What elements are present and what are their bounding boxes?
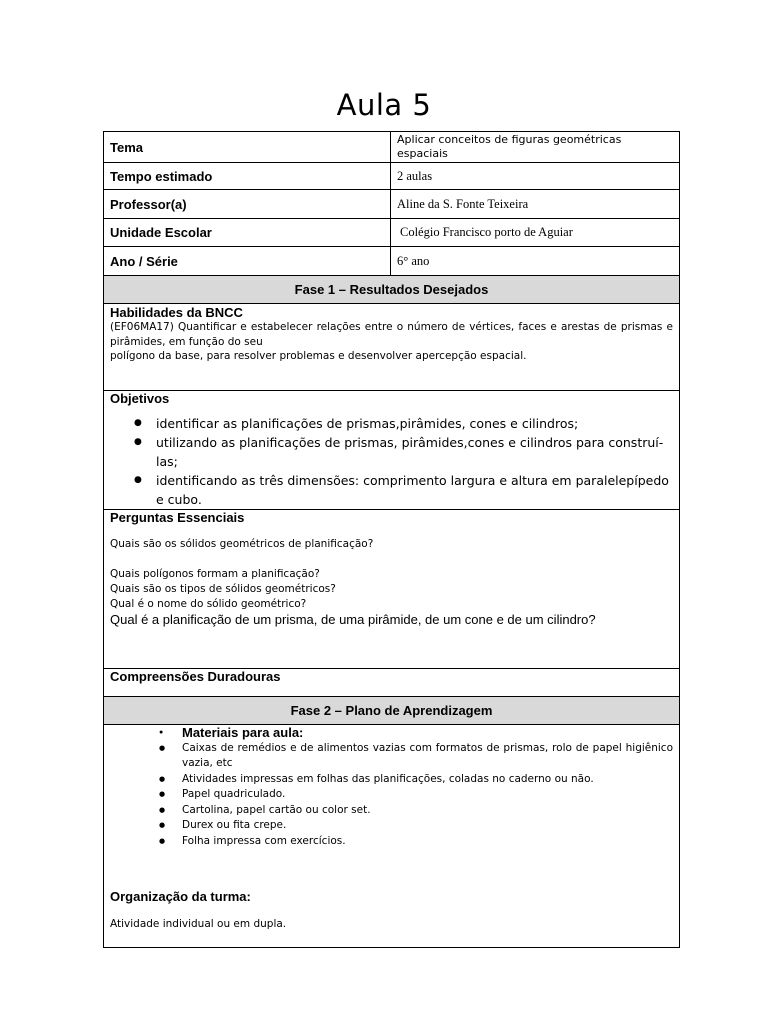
row-label: Tempo estimado xyxy=(104,163,391,190)
question: Qual é o nome do sólido geométrico? xyxy=(110,598,307,610)
materiais-heading: ● Materiais para aula: xyxy=(182,725,673,741)
list-item: ● utilizando as planificações de prismas, pirâmides,cones e cilindros para construí-las; xyxy=(156,433,673,471)
plano-section xyxy=(104,725,680,948)
perguntas-heading: Perguntas Essenciais xyxy=(110,510,245,525)
question: Quais são os tipos de sólidos geométricos? xyxy=(110,583,336,595)
row-value: Aplicar conceitos de figuras geométricas espaciais xyxy=(391,132,680,163)
list-item: ● Folha impressa com exercícios. xyxy=(182,834,673,850)
list-item: ● identificando as três dimensões: comprimento largura e altura em paralelepípedo e cubo. xyxy=(156,471,673,509)
list-item: ● Caixas de remédios e de alimentos vazias com formatos de prismas, rolo de papel higiênico vazia, etc xyxy=(182,741,673,772)
compreensoes-section xyxy=(104,669,680,697)
phase1-header: Fase 1 – Resultados Desejados xyxy=(104,276,680,304)
organizacao-heading: Organização da turma: xyxy=(110,889,251,904)
organizacao-text: Atividade individual ou em dupla. xyxy=(110,918,287,930)
phase1-header-row xyxy=(104,276,680,304)
row-value: 2 aulas xyxy=(391,163,680,190)
list-item: ● identificar as planificações de prismas,pirâmides, cones e cilindros; xyxy=(156,414,673,433)
lesson-plan-table xyxy=(103,131,680,948)
list-item: ● Papel quadriculado. xyxy=(182,787,673,803)
info-row-tema xyxy=(104,132,680,163)
list-item: ● Atividades impressas em folhas das planificações, coladas no caderno ou não. xyxy=(182,772,673,788)
info-row-tempo xyxy=(104,163,680,190)
objetivos-list xyxy=(110,414,673,509)
phase2-header: Fase 2 – Plano de Aprendizagem xyxy=(104,697,680,725)
row-label: Ano / Série xyxy=(104,247,391,276)
info-row-unidade xyxy=(104,219,680,247)
row-label: Unidade Escolar xyxy=(104,219,391,247)
habilidades-section xyxy=(104,304,680,391)
habilidades-text: (EF06MA17) Quantificar e estabelecer relações entre o número de vértices, faces e arestas de prismas e pirâmides, em função do seu xyxy=(110,321,673,348)
question: Quais polígonos formam a planificação? xyxy=(110,568,320,580)
row-value: 6° ano xyxy=(391,247,680,276)
page-title: Aula 5 xyxy=(336,88,432,122)
list-item: ● Durex ou fita crepe. xyxy=(182,818,673,834)
objetivos-section xyxy=(104,391,680,510)
row-value: Colégio Francisco porto de Aguiar xyxy=(391,219,680,247)
compreensoes-heading: Compreensões Duradouras xyxy=(110,669,281,684)
habilidades-heading: Habilidades da BNCC xyxy=(110,305,243,320)
info-row-professor xyxy=(104,190,680,219)
question: Quais são os sólidos geométricos de planificação? xyxy=(110,538,374,550)
perguntas-section xyxy=(104,510,680,669)
question: Qual é a planificação de um prisma, de uma pirâmide, de um cone e de um cilindro? xyxy=(110,612,596,627)
row-label: Professor(a) xyxy=(104,190,391,219)
info-row-ano xyxy=(104,247,680,276)
list-item: ● Cartolina, papel cartão ou color set. xyxy=(182,803,673,819)
phase2-header-row xyxy=(104,697,680,725)
habilidades-text-cont: polígono da base, para resolver problemas e desenvolver apercepção espacial. xyxy=(110,350,527,362)
objetivos-heading: Objetivos xyxy=(110,391,170,406)
materiais-list xyxy=(110,725,673,849)
row-value: Aline da S. Fonte Teixeira xyxy=(391,190,680,219)
row-label: Tema xyxy=(104,132,391,163)
